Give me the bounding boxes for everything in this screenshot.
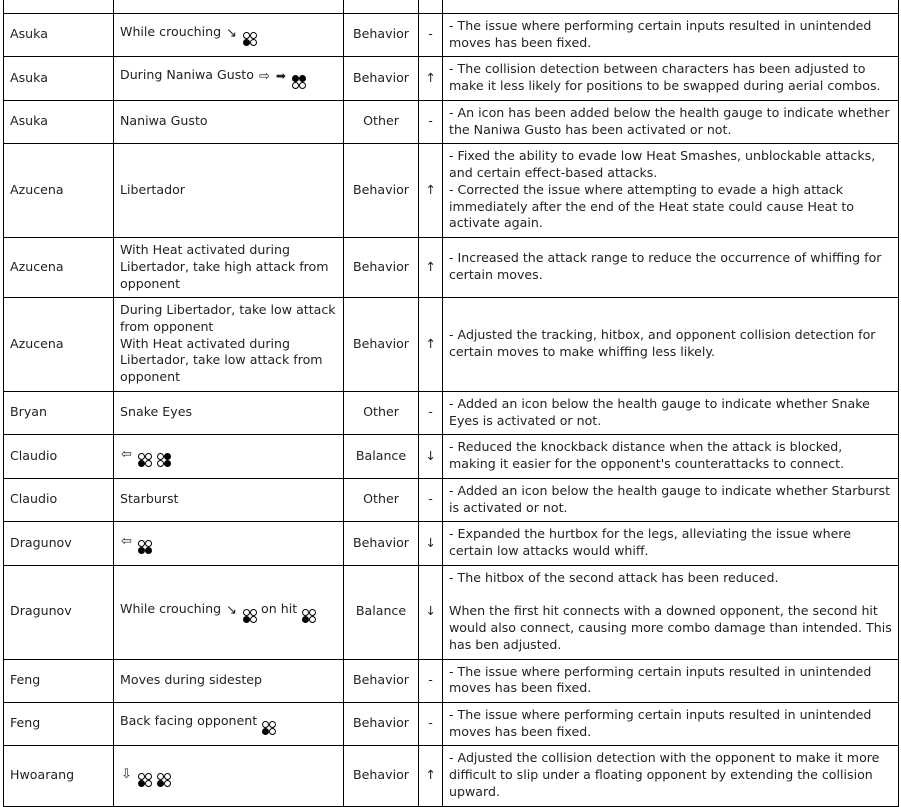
input-notation-cell xyxy=(114,238,344,298)
table-row xyxy=(4,702,899,745)
change-type: Behavior xyxy=(344,702,419,745)
change-type: Behavior xyxy=(344,144,419,238)
change-type: Behavior xyxy=(344,522,419,565)
character-name: Azucena xyxy=(4,298,114,392)
direction-indicator: ↑ xyxy=(419,238,443,298)
direction-indicator: - xyxy=(419,100,443,143)
direction-indicator: - xyxy=(419,14,443,57)
change-type: Behavior xyxy=(344,746,419,806)
input-notation-text: Libertador xyxy=(120,181,185,197)
arrow-down-hollow-icon: ⇩ xyxy=(121,766,132,782)
change-description xyxy=(443,565,899,659)
character-name: Dragunov xyxy=(4,522,114,565)
change-description xyxy=(443,659,899,702)
input-notation-text: While crouching xyxy=(120,23,222,39)
direction-indicator: ↑ xyxy=(419,298,443,392)
description-line: - Expanded the hurtbox for the legs, alleviating the issue where certain low attacks would whiff. xyxy=(449,526,851,559)
direction-indicator: - xyxy=(419,702,443,745)
character-name: Feng xyxy=(4,702,114,745)
change-description xyxy=(443,435,899,478)
input-notation-cell xyxy=(114,478,344,521)
direction-indicator: ↑ xyxy=(419,57,443,100)
button-cluster-lk2-icon xyxy=(157,773,171,787)
change-type: Behavior xyxy=(344,238,419,298)
change-description xyxy=(443,14,899,57)
description-line: - The issue where performing certain inputs resulted in unintended moves has been fixed. xyxy=(449,18,872,50)
input-notation-cell xyxy=(114,57,344,100)
button-cluster-rp-rk-icon xyxy=(157,453,171,467)
change-type: Balance xyxy=(344,435,419,478)
character-name: Bryan xyxy=(4,391,114,434)
button-cluster-lk-icon xyxy=(138,773,152,787)
change-description xyxy=(443,57,899,100)
patch-notes-table xyxy=(3,0,899,807)
change-description xyxy=(443,702,899,745)
change-description xyxy=(443,238,899,298)
direction-indicator: - xyxy=(419,391,443,434)
button-cluster-lk-icon xyxy=(243,32,257,46)
change-type: Behavior xyxy=(344,14,419,57)
arrow-back-hollow-icon: ⇦ xyxy=(121,534,132,550)
table-row xyxy=(4,238,899,298)
character-name: Dragunov xyxy=(4,565,114,659)
description-line xyxy=(449,587,892,604)
character-name: Azucena xyxy=(4,238,114,298)
description-line: - Added an icon below the health gauge to indicate whether Snake Eyes is activated or not. xyxy=(449,395,870,428)
button-cluster-lk-rk-icon xyxy=(138,540,152,554)
character-name: Hwoarang xyxy=(4,746,114,806)
button-cluster-lk-icon xyxy=(243,609,257,623)
table-row xyxy=(4,144,899,238)
description-line: - Adjusted the tracking, hitbox, and opponent collision detection for certain moves to make whiffing less likely. xyxy=(449,327,876,360)
table-row xyxy=(4,298,899,392)
direction-indicator: ↓ xyxy=(419,522,443,565)
change-description xyxy=(443,522,899,565)
direction-indicator: ↓ xyxy=(419,435,443,478)
input-notation-text: Moves during sidestep xyxy=(120,671,263,687)
input-notation-cell xyxy=(114,14,344,57)
change-type: Balance xyxy=(344,565,419,659)
description-line: - The collision detection between characters has been adjusted to make it less likely for positions to be swapped during aerial combos. xyxy=(449,61,881,94)
direction-indicator: ↑ xyxy=(419,746,443,806)
table-row xyxy=(4,391,899,434)
button-cluster-lk-icon xyxy=(262,721,276,735)
input-notation-cell xyxy=(114,565,344,659)
arrow-forward-solid-icon: ➡ xyxy=(275,69,286,84)
input-notation-text: During Libertador, take low attack from opponent With Heat activated during Libertador, take low attack from opponent xyxy=(120,302,336,385)
change-type: Other xyxy=(344,391,419,434)
description-line: When the first hit connects with a downed opponent, the second hit would also connect, causing more combo damage than intended. This has ben adjusted. xyxy=(449,603,892,652)
change-description xyxy=(443,391,899,434)
button-cluster-lk-icon xyxy=(138,453,152,467)
input-notation-cell xyxy=(114,144,344,238)
change-description xyxy=(443,144,899,238)
change-type: Behavior xyxy=(344,659,419,702)
arrow-forward-hollow-icon: ⇨ xyxy=(258,69,270,85)
change-description xyxy=(443,100,899,143)
description-line: - Adjusted the collision detection with the opponent to make it more difficult to slip under a floating opponent by extending the collision upward. xyxy=(449,750,880,799)
input-notation-text: Starburst xyxy=(120,491,179,507)
direction-indicator: - xyxy=(419,478,443,521)
table-row xyxy=(4,14,899,57)
change-type: Behavior xyxy=(344,298,419,392)
direction-indicator: ↓ xyxy=(419,565,443,659)
description-line: - Fixed the ability to evade low Heat Smashes, unblockable attacks, and certain effect-based attacks. xyxy=(449,148,876,181)
arrow-back-hollow-icon: ⇦ xyxy=(121,447,132,463)
input-notation-cell xyxy=(114,702,344,745)
character-name: Claudio xyxy=(4,435,114,478)
input-notation-text: Naniwa Gusto xyxy=(120,113,208,129)
input-notation-cell xyxy=(114,298,344,392)
change-type: Other xyxy=(344,478,419,521)
input-notation-text: With Heat activated during Libertador, take high attack from opponent xyxy=(120,242,329,291)
character-name: Claudio xyxy=(4,478,114,521)
description-line: - Added an icon below the health gauge to indicate whether Starburst is activated or not. xyxy=(449,482,891,515)
input-notation-cell xyxy=(114,435,344,478)
input-notation-cell xyxy=(114,522,344,565)
description-line: - The issue where performing certain inputs resulted in unintended moves has been fixed. xyxy=(449,663,872,696)
character-name: Asuka xyxy=(4,100,114,143)
arrow-down-forward-hollow-icon: ↘ xyxy=(226,602,237,618)
input-notation-text-2: on hit xyxy=(261,600,298,616)
table-row xyxy=(4,659,899,702)
description-line: - An icon has been added below the health gauge to indicate whether the Naniwa Gusto has been activated or not. xyxy=(449,104,890,137)
change-type: Behavior xyxy=(344,57,419,100)
input-notation-cell xyxy=(114,100,344,143)
table-row xyxy=(4,57,899,100)
table-row xyxy=(4,100,899,143)
character-name: Azucena xyxy=(4,144,114,238)
description-line: - Increased the attack range to reduce the occurrence of whiffing for certain moves. xyxy=(449,250,882,283)
input-notation-cell xyxy=(114,391,344,434)
arrow-down-forward-hollow-icon: ↘ xyxy=(226,25,237,41)
input-notation-text: Back facing opponent xyxy=(120,712,258,728)
input-notation-cell xyxy=(114,659,344,702)
direction-indicator: ↑ xyxy=(419,144,443,238)
table-row xyxy=(4,746,899,806)
description-line: - Corrected the issue where attempting to evade a high attack immediately after the end of the Heat state could cause Heat to activate again. xyxy=(449,181,854,231)
button-cluster-lk-icon xyxy=(302,609,316,623)
change-description xyxy=(443,298,899,392)
input-notation-text: Snake Eyes xyxy=(120,404,193,420)
table-row xyxy=(4,435,899,478)
table-row xyxy=(4,522,899,565)
table-header-bottom-edge xyxy=(4,0,899,14)
description-line: - The hitbox of the second attack has been reduced. xyxy=(449,569,779,585)
table-row xyxy=(4,565,899,659)
character-name: Asuka xyxy=(4,57,114,100)
change-description xyxy=(443,478,899,521)
input-notation-cell xyxy=(114,746,344,806)
description-line: - Reduced the knockback distance when the attack is blocked, making it easier for the opponent's counterattacks to connect. xyxy=(449,439,845,472)
direction-indicator: - xyxy=(419,659,443,702)
change-description xyxy=(443,746,899,806)
character-name: Asuka xyxy=(4,14,114,57)
button-cluster-lp-rp-icon xyxy=(292,75,306,89)
change-type: Other xyxy=(344,100,419,143)
input-notation-text: During Naniwa Gusto xyxy=(120,67,254,83)
character-name: Feng xyxy=(4,659,114,702)
description-line: - The issue where performing certain inputs resulted in unintended moves has been fixed. xyxy=(449,706,872,739)
table-row xyxy=(4,478,899,521)
input-notation-text: While crouching xyxy=(120,600,222,616)
